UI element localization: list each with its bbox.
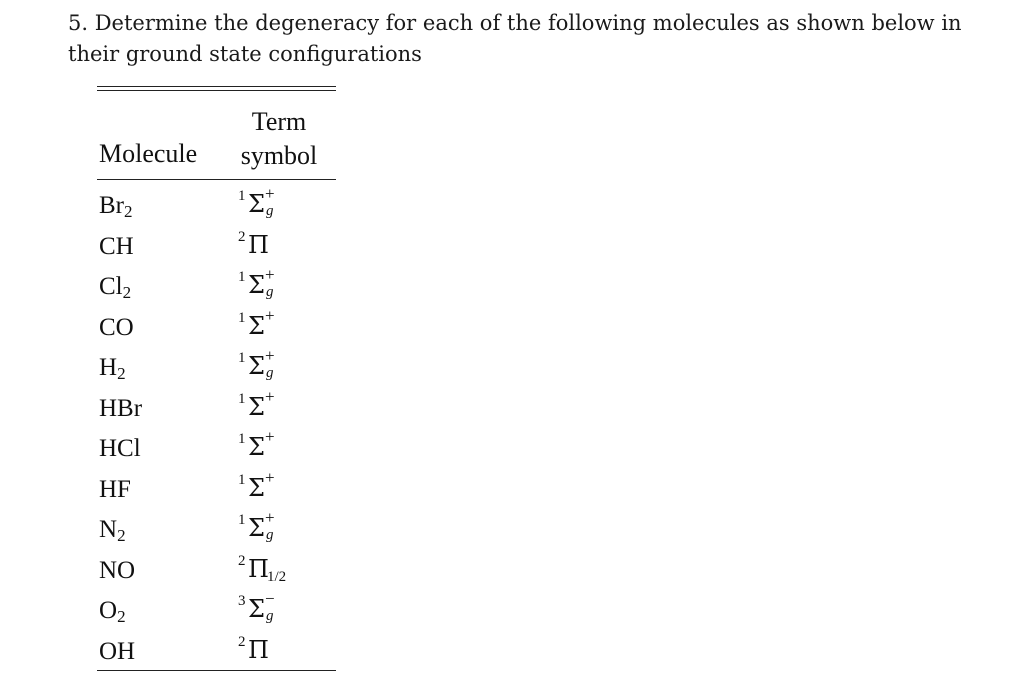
molecule-formula	[99, 273, 131, 307]
molecule-symbol: O	[99, 597, 118, 624]
molecule-subscript: 2	[117, 364, 126, 383]
term-letter: Σ	[248, 473, 265, 502]
spin-multiplicity: 1	[238, 471, 246, 488]
table-row	[97, 306, 336, 346]
term-letter: Σ	[248, 311, 265, 340]
molecule-symbol: CH	[99, 232, 134, 260]
spin-multiplicity: 3	[238, 593, 246, 609]
term-symbol-table	[97, 86, 336, 671]
header-term-line2: symbol	[240, 141, 318, 170]
spin-multiplicity: 1	[238, 350, 246, 366]
term-symbol	[238, 386, 328, 427]
reflection-symmetry: −	[265, 589, 275, 608]
term-letter: Σ	[248, 595, 265, 623]
spin-multiplicity: 1	[238, 390, 246, 407]
molecule-formula	[99, 557, 135, 585]
term-symbol	[238, 305, 328, 346]
term-symbol	[238, 227, 328, 265]
term-subscript: g	[266, 608, 274, 624]
spin-multiplicity: 2	[238, 228, 246, 245]
spin-multiplicity: 1	[238, 188, 246, 204]
term-letter: Π	[248, 635, 269, 664]
molecule-symbol: HCl	[99, 435, 141, 462]
molecule-symbol: HBr	[99, 394, 143, 422]
molecule-symbol: Br	[99, 192, 124, 219]
molecule-symbol: Cl	[99, 273, 123, 300]
table-row	[97, 427, 336, 467]
spin-multiplicity: 1	[238, 431, 246, 447]
term-subscript: g	[266, 365, 274, 381]
molecule-formula	[99, 597, 126, 631]
spin-multiplicity: 2	[238, 552, 246, 569]
spin-multiplicity: 2	[238, 633, 246, 650]
molecule-formula	[99, 516, 126, 550]
spin-multiplicity: 1	[238, 269, 246, 285]
reflection-symmetry: +	[265, 467, 275, 487]
molecule-symbol: N	[99, 516, 118, 543]
table-row	[97, 468, 336, 508]
term-symbol	[238, 591, 328, 629]
molecule-formula	[99, 476, 131, 504]
question-text: 5. Determine the degeneracy for each of the following molecules as shown below in their ground state configurations	[68, 11, 962, 66]
molecule-formula	[99, 435, 141, 463]
term-letter: Σ	[248, 433, 265, 461]
table-row	[97, 265, 336, 305]
molecule-formula	[99, 395, 142, 423]
table-header	[97, 91, 336, 179]
term-symbol	[238, 467, 328, 508]
spin-multiplicity: 1	[238, 309, 246, 326]
term-letter: Σ	[248, 352, 265, 380]
term-letter: Σ	[248, 514, 265, 542]
molecule-symbol: OH	[99, 637, 136, 665]
term-symbol	[238, 632, 328, 670]
reflection-symmetry: +	[265, 305, 275, 325]
term-letter: Σ	[248, 190, 265, 218]
molecule-symbol: NO	[99, 556, 136, 584]
term-subscript: g	[266, 284, 274, 300]
reflection-symmetry: +	[265, 346, 275, 365]
table-row	[97, 630, 336, 670]
term-symbol	[238, 186, 328, 224]
header-term-line1: Term	[251, 107, 307, 136]
reflection-symmetry: +	[265, 265, 275, 284]
table-row	[97, 549, 336, 589]
reflection-symmetry: +	[265, 386, 275, 406]
molecule-symbol: H	[99, 354, 118, 381]
term-letter: Π	[248, 554, 269, 583]
term-subscript: 1/2	[267, 568, 287, 585]
table-body	[97, 180, 336, 670]
molecule-formula	[99, 354, 126, 388]
spin-multiplicity: 1	[238, 512, 246, 528]
term-letter: Σ	[248, 392, 265, 421]
table-row	[97, 387, 336, 427]
table-row	[97, 184, 336, 224]
term-letter: Π	[248, 230, 269, 259]
reflection-symmetry: +	[265, 427, 275, 446]
term-subscript: g	[266, 203, 274, 219]
term-subscript: g	[266, 527, 274, 543]
term-symbol	[238, 267, 328, 305]
term-symbol	[238, 348, 328, 386]
molecule-subscript: 2	[117, 526, 126, 545]
table-bottom-rule	[97, 670, 336, 671]
molecule-formula	[99, 192, 133, 226]
molecule-subscript: 2	[124, 202, 133, 221]
term-symbol	[238, 551, 328, 589]
table-row	[97, 346, 336, 386]
molecule-subscript: 2	[122, 283, 132, 302]
molecule-symbol: HF	[99, 475, 131, 503]
molecule-formula	[99, 638, 135, 666]
molecule-symbol: CO	[99, 313, 134, 341]
header-term-symbol	[237, 105, 321, 173]
term-symbol	[238, 429, 328, 467]
table-row	[97, 589, 336, 629]
molecule-formula	[99, 233, 134, 261]
term-symbol	[238, 510, 328, 548]
table-row	[97, 225, 336, 265]
reflection-symmetry: +	[265, 184, 275, 203]
header-molecule: Molecule	[99, 139, 198, 168]
molecule-formula	[99, 314, 134, 342]
molecule-subscript: 2	[117, 607, 126, 626]
reflection-symmetry: +	[265, 508, 275, 527]
term-letter: Σ	[248, 271, 265, 299]
table-row	[97, 508, 336, 548]
